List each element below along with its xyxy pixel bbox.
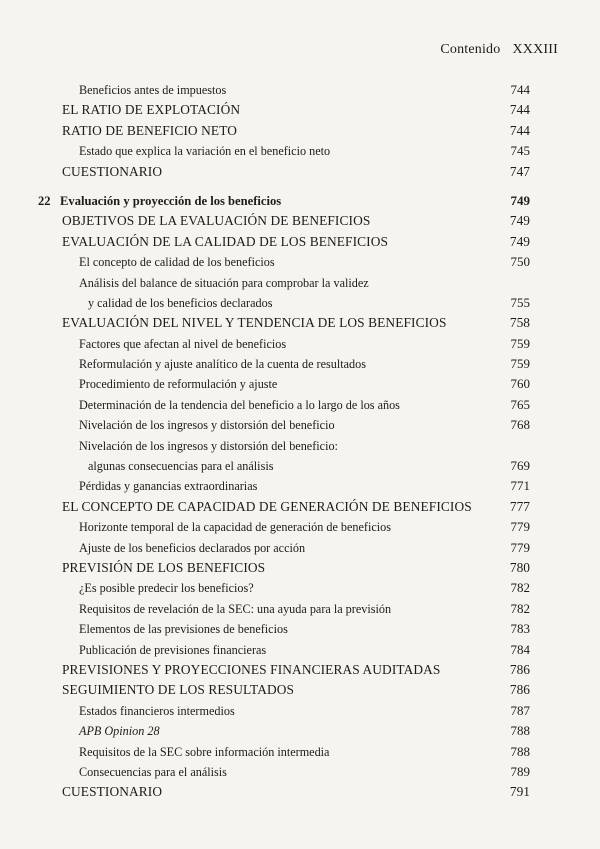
toc-entry <box>0 252 600 272</box>
running-header <box>440 42 558 58</box>
toc-entry-page: 782 <box>510 580 530 596</box>
toc-entry <box>0 721 600 741</box>
toc-entry <box>0 762 600 782</box>
toc-entry-title: ¿Es posible predecir los beneficios? <box>79 581 254 596</box>
toc-chapter-entry <box>0 191 600 211</box>
toc-entry-continuation <box>0 456 600 476</box>
toc-entry <box>0 578 600 598</box>
toc-entry-page: 786 <box>509 682 530 698</box>
toc-entry-page: 788 <box>510 723 530 739</box>
toc-entry-title: y calidad de los beneficios declarados <box>88 295 273 310</box>
toc-entry-title: PREVISIONES Y PROYECCIONES FINANCIERAS AUDITADAS <box>62 661 441 677</box>
toc-entry <box>0 742 600 762</box>
toc-entry <box>0 374 600 394</box>
chapter-title: Evaluación y proyección de los beneficios <box>60 193 282 208</box>
toc-section-entry <box>0 497 600 517</box>
toc-entry-page: 744 <box>509 102 530 118</box>
toc-entry-title: Determinación de la tendencia del beneficio a lo largo de los años <box>79 397 400 412</box>
toc-section-entry <box>0 558 600 578</box>
toc-entry-page: 771 <box>510 478 530 494</box>
toc-entry-page: 779 <box>510 539 530 555</box>
toc-entry-title: Procedimiento de reformulación y ajuste <box>79 377 278 392</box>
toc-section-entry <box>0 232 600 252</box>
toc-entry <box>0 436 600 456</box>
toc-entry <box>0 701 600 721</box>
toc-entry-page: 744 <box>509 122 530 138</box>
toc-entry-page: 758 <box>509 315 530 331</box>
table-of-contents <box>0 80 600 803</box>
toc-entry-page: 791 <box>509 784 530 800</box>
toc-entry-title: Estados financieros intermedios <box>79 703 235 718</box>
toc-entry <box>0 273 600 293</box>
toc-entry-title: Factores que afectan al nivel de beneficios <box>79 336 287 351</box>
header-section-title: Contenido <box>440 42 501 57</box>
toc-entry-page: 786 <box>509 661 530 677</box>
toc-entry <box>0 619 600 639</box>
toc-section-entry <box>0 660 600 680</box>
toc-entry-title: algunas consecuencias para el análisis <box>88 459 274 474</box>
toc-entry-title: PREVISIÓN DE LOS BENEFICIOS <box>62 559 266 575</box>
toc-entry-title: Reformulación y ajuste analítico de la cuenta de resultados <box>79 357 366 372</box>
toc-entry-title: Horizonte temporal de la capacidad de generación de beneficios <box>79 520 391 535</box>
toc-entry <box>0 80 600 100</box>
toc-entry <box>0 538 600 558</box>
toc-section-entry <box>0 680 600 700</box>
toc-entry-title: Elementos de las previsiones de beneficios <box>79 622 288 637</box>
toc-entry-title: Publicación de previsiones financieras <box>79 642 267 657</box>
toc-entry-page: 780 <box>509 559 530 575</box>
toc-entry-page: 769 <box>510 458 530 474</box>
toc-entry-page: 755 <box>510 294 530 310</box>
toc-section-entry <box>0 162 600 182</box>
toc-entry-continuation <box>0 293 600 313</box>
toc-entry-title: Consecuencias para el análisis <box>79 764 227 779</box>
toc-entry <box>0 141 600 161</box>
toc-entry-title: RATIO DE BENEFICIO NETO <box>62 122 238 138</box>
toc-entry <box>0 476 600 496</box>
toc-entry-title: APB Opinion 28 <box>79 724 160 739</box>
toc-entry-title: CUESTIONARIO <box>62 784 163 800</box>
toc-entry-page: 788 <box>510 743 530 759</box>
toc-entry-title: Pérdidas y ganancias extraordinarias <box>79 479 258 494</box>
toc-entry <box>0 334 600 354</box>
toc-entry-title: SEGUIMIENTO DE LOS RESULTADOS <box>62 682 295 698</box>
toc-section-entry <box>0 100 600 120</box>
toc-section-entry <box>0 211 600 231</box>
toc-entry-page: 777 <box>509 498 530 514</box>
toc-entry-page: 779 <box>510 519 530 535</box>
toc-entry-title: Nivelación de los ingresos y distorsión del beneficio: <box>79 438 338 453</box>
toc-entry <box>0 354 600 374</box>
toc-entry-page: 749 <box>509 233 530 249</box>
chapter-number: 22 <box>38 193 51 208</box>
header-page-number: XXXIII <box>512 42 558 57</box>
toc-entry-title: Nivelación de los ingresos y distorsión del beneficio <box>79 418 335 433</box>
toc-entry-title: El concepto de calidad de los beneficios <box>79 255 275 270</box>
toc-entry-title: Estado que explica la variación en el beneficio neto <box>79 144 331 159</box>
toc-entry-title: Requisitos de la SEC sobre información intermedia <box>79 744 330 759</box>
toc-entry-title: Análisis del balance de situación para comprobar la validez <box>79 275 369 290</box>
toc-entry-title: Requisitos de revelación de la SEC: una ayuda para la previsión <box>79 601 392 616</box>
toc-entry <box>0 640 600 660</box>
toc-entry-page: 744 <box>510 82 530 97</box>
toc-entry-page: 783 <box>510 621 530 637</box>
toc-entry-page: 745 <box>510 143 530 159</box>
toc-entry-title: CUESTIONARIO <box>62 163 163 179</box>
toc-entry <box>0 395 600 415</box>
toc-entry-page: 782 <box>510 600 530 616</box>
toc-entry <box>0 415 600 435</box>
toc-entry-title: EVALUACIÓN DEL NIVEL Y TENDENCIA DE LOS BENEFICIOS <box>62 315 447 331</box>
toc-entry-page: 749 <box>509 213 530 229</box>
toc-section-entry <box>0 782 600 802</box>
toc-entry-page: 784 <box>510 641 530 657</box>
toc-entry-title: Ajuste de los beneficios declarados por acción <box>79 540 306 555</box>
toc-entry-title: EVALUACIÓN DE LA CALIDAD DE LOS BENEFICIOS <box>62 233 389 249</box>
toc-entry-page: 760 <box>510 376 530 392</box>
toc-section-entry <box>0 121 600 141</box>
toc-entry-page: 759 <box>510 335 530 351</box>
toc-entry-title: EL RATIO DE EXPLOTACIÓN <box>62 102 241 118</box>
toc-entry-title: OBJETIVOS DE LA EVALUACIÓN DE BENEFICIOS <box>62 213 371 229</box>
toc-entry-page: 789 <box>510 763 530 779</box>
toc-entry-page: 787 <box>510 702 530 718</box>
toc-entry <box>0 599 600 619</box>
toc-entry-page: 747 <box>509 163 530 179</box>
toc-entry-page: 768 <box>510 417 530 433</box>
toc-entry-title: Beneficios antes de impuestos <box>79 83 227 97</box>
toc-entry-title: EL CONCEPTO DE CAPACIDAD DE GENERACIÓN DE BENEFICIOS <box>62 498 472 514</box>
toc-section-entry <box>0 313 600 333</box>
toc-entry-page: 750 <box>510 254 530 270</box>
toc-entry <box>0 517 600 537</box>
toc-entry-page: 765 <box>510 396 530 412</box>
toc-entry-page: 759 <box>510 356 530 372</box>
toc-entry-page: 749 <box>510 192 530 208</box>
